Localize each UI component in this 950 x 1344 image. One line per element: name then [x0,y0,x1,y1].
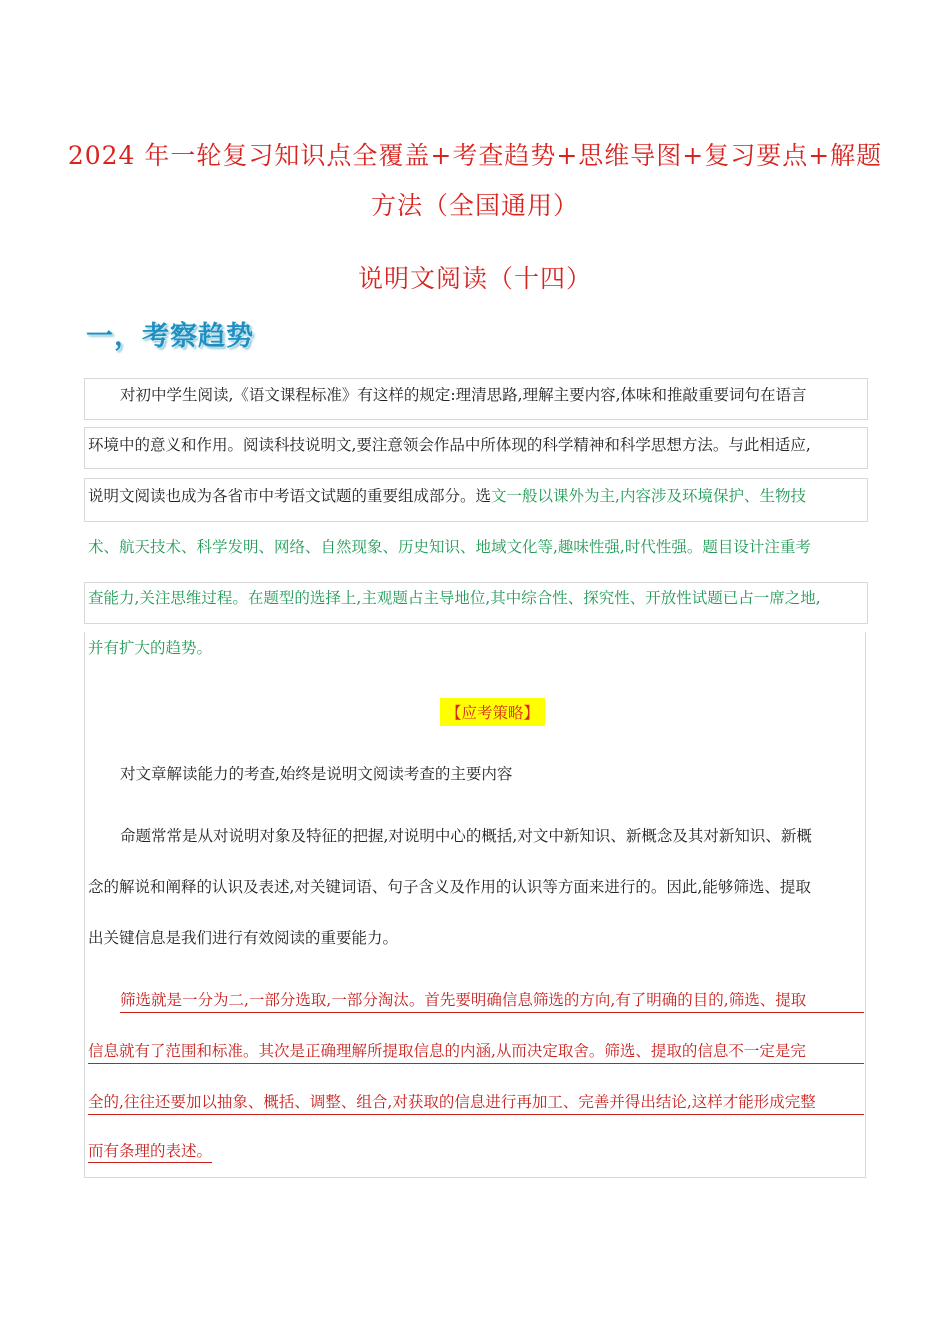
strategy-p3-line-4-text: 而有条理的表述。 [88,1142,212,1163]
trend-line-3-b: 文一般以课外为主,内容涉及环境保护、生物技 [491,487,806,505]
strategy-p2-line-3: 出关键信息是我们进行有效阅读的重要能力。 [88,929,399,947]
content-border-left [84,632,85,1178]
section-heading: 一，考察趋势 [86,321,254,352]
strategy-p3-line-1 [88,990,896,1013]
trend-line-2: 环境中的意义和作用。阅读科技说明文,要注意领会作品中所体现的科学精神和科学思想方法。与此相适应, [88,436,811,454]
trend-line-3 [88,486,864,506]
strategy-p3-line-3 [88,1092,864,1115]
document-title-line-1: 2024 年一轮复习知识点全覆盖+考查趋势+思维导图+复习要点+解题 [67,141,883,170]
strategy-p3-line-2 [88,1041,864,1064]
strategy-p3-line-3-text: 全的,往往还要加以抽象、概括、调整、组合,对获取的信息进行再加工、完善并得出结论,这样才能形成完整 [88,1092,864,1115]
document-title-line-2: 方法（全国通用） [370,191,579,220]
strategy-paragraph-1: 对文章解读能力的考查,始终是说明文阅读考查的主要内容 [120,765,513,783]
trend-line-3-a: 说明文阅读也成为各省市中考语文试题的重要组成部分。选 [88,487,492,505]
strategy-badge: 【应考策略】 [440,698,545,726]
strategy-p3-line-2-text: 信息就有了范围和标准。其次是正确理解所提取信息的内涵,从而决定取舍。筛选、提取的信息不一定是完 [88,1041,864,1064]
strategy-p3-line-1-text: 筛选就是一分为二,一部分选取,一部分淘汰。首先要明确信息筛选的方向,有了明确的目的,筛选、提取 [120,990,864,1013]
strategy-p2-line-2: 念的解说和阐释的认识及表述,对关键词语、句子含义及作用的认识等方面来进行的。因此,能够筛选、提取 [88,878,811,896]
content-border-bottom [84,1177,866,1178]
trend-line-5: 查能力,关注思维过程。在题型的选择上,主观题占主导地位,其中综合性、探究性、开放性试题已占一席之地, [88,589,821,607]
trend-line-1: 对初中学生阅读,《语文课程标准》有这样的规定:理清思路,理解主要内容,体味和推敲重要词句在语言 [120,386,807,404]
content-border-right [865,632,866,1178]
trend-line-6: 并有扩大的趋势。 [88,639,213,657]
strategy-p3-line-4 [88,1141,864,1161]
trend-line-4: 术、航天技术、科学发明、网络、自然现象、历史知识、地域文化等,趣味性强,时代性强。题目设计注重考 [88,538,811,556]
document-subtitle: 说明文阅读（十四） [357,264,592,293]
strategy-p2-line-1: 命题常常是从对说明对象及特征的把握,对说明中心的概括,对文中新知识、新概念及其对新知识、新概 [120,827,812,845]
